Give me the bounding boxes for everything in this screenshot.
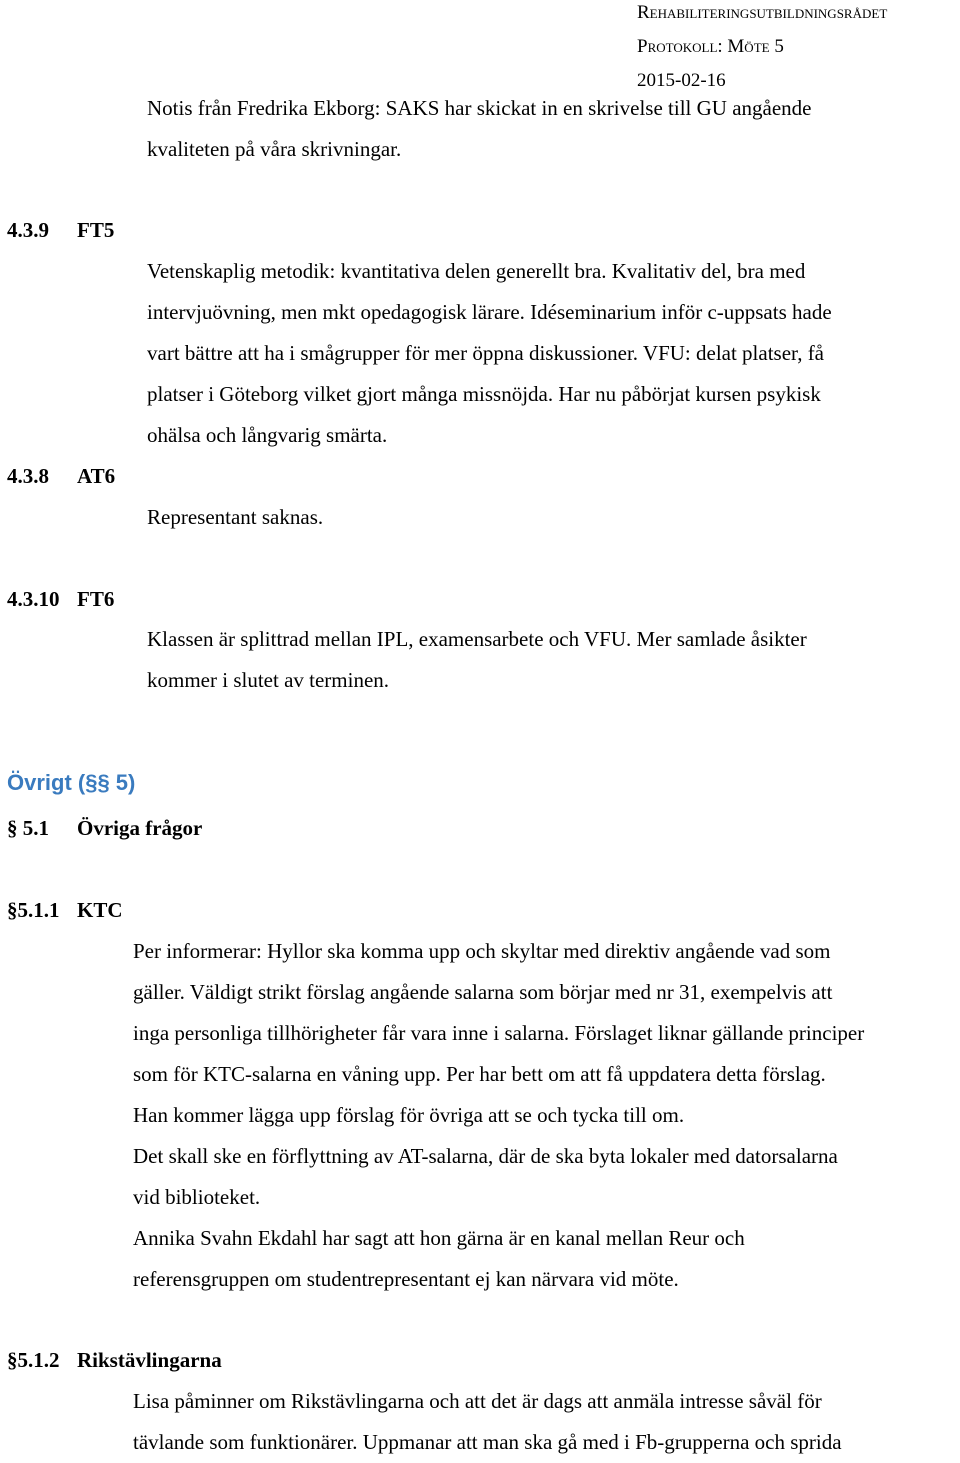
header-protocol: Protokoll: Möte 5 [637, 36, 784, 57]
body-line: ohälsa och långvarig smärta. [147, 423, 388, 447]
section-4-3-10-number: 4.3.10 [7, 587, 60, 611]
body-line: Lisa påminner om Rikstävlingarna och att det är dags att anmäla intresse såväl för [133, 1389, 822, 1413]
notis-line: Notis från Fredrika Ekborg: SAKS har skickat in en skrivelse till GU angående [147, 96, 812, 120]
section-4-3-10-title: FT6 [77, 587, 115, 611]
section-4-3-9-body [147, 251, 832, 456]
section-4-3-9-title: FT5 [77, 218, 115, 242]
ovrigt-heading: Övrigt (§§ 5) [7, 770, 136, 795]
body-line: intervjuövning, men mkt opedagogisk lärare. Idéseminarium inför c-uppsats hade [147, 300, 832, 324]
body-line: inga personliga tillhörigheter får vara inne i salarna. Förslaget liknar gällande principer [133, 1021, 865, 1045]
body-line: platser i Göteborg vilket gjort många missnöjda. Har nu påbörjat kursen psykisk [147, 382, 821, 406]
body-line: tävlande som funktionärer. Uppmanar att man ska gå med i Fb-grupperna och sprida [133, 1430, 842, 1454]
section-4-3-8-number: 4.3.8 [7, 464, 49, 488]
section-5-1-2-number: §5.1.2 [7, 1348, 60, 1372]
body-line: Annika Svahn Ekdahl har sagt att hon gärna är en kanal mellan Reur och [133, 1226, 745, 1250]
section-5-1-1-body [133, 931, 864, 1300]
section-4-3-8-text: Representant saknas. [147, 505, 324, 529]
body-line: vid biblioteket. [133, 1185, 261, 1209]
body-line: Klassen är splittrad mellan IPL, examensarbete och VFU. Mer samlade åsikter [147, 627, 807, 651]
section-5-1-2-title: Rikstävlingarna [77, 1348, 222, 1372]
section-4-3-9-number: 4.3.9 [7, 218, 49, 242]
section-5-1-number: § 5.1 [7, 816, 49, 840]
section-5-1-1-title: KTC [77, 898, 123, 922]
section-5-1-2-body [133, 1381, 842, 1463]
body-line: som för KTC-salarna en våning upp. Per har bett om att få uppdatera detta förslag. [133, 1062, 826, 1086]
notis-paragraph [147, 88, 811, 170]
body-line: Det skall ske en förflyttning av AT-salarna, där de ska byta lokaler med datorsalarna [133, 1144, 838, 1168]
body-line: Han kommer lägga upp förslag för övriga att se och tycka till om. [133, 1103, 685, 1127]
body-line: Per informerar: Hyllor ska komma upp och skyltar med direktiv angående vad som [133, 939, 831, 963]
body-line: gäller. Väldigt strikt förslag angående salarna som börjar med nr 31, exempelvis att [133, 980, 833, 1004]
section-4-3-10-body [147, 619, 807, 701]
header-date: 2015-02-16 [637, 70, 726, 91]
body-line: kommer i slutet av terminen. [147, 668, 390, 692]
body-line: vart bättre att ha i smågrupper för mer öppna diskussioner. VFU: delat platser, få [147, 341, 825, 365]
section-4-3-8-title: AT6 [77, 464, 116, 488]
notis-line: kvaliteten på våra skrivningar. [147, 137, 402, 161]
section-5-1-title: Övriga frågor [77, 816, 203, 840]
header-org: Rehabiliteringsutbildningsrådet [637, 2, 888, 23]
body-line: referensgruppen om studentrepresentant ej kan närvara vid möte. [133, 1267, 679, 1291]
body-line: Vetenskaplig metodik: kvantitativa delen generellt bra. Kvalitativ del, bra med [147, 259, 806, 283]
section-5-1-1-number: §5.1.1 [7, 898, 60, 922]
